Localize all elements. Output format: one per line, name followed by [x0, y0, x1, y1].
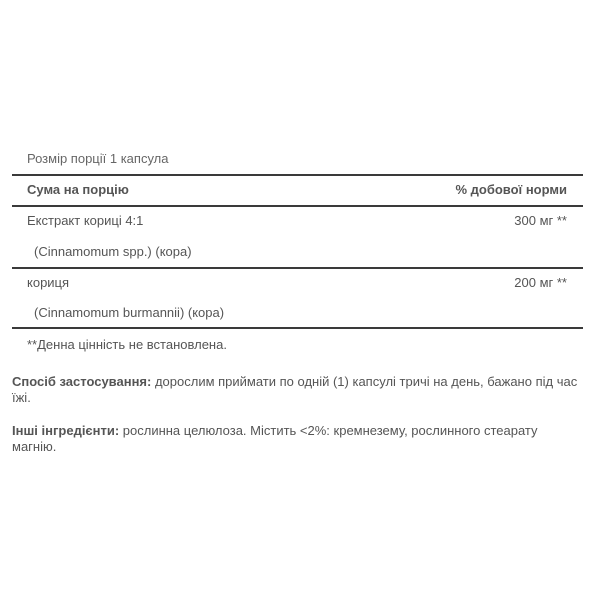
- divider: [12, 327, 583, 329]
- serving-size: Розмір порції 1 капсула: [27, 151, 169, 166]
- divider: [12, 205, 583, 207]
- divider: [12, 267, 583, 269]
- ingredient-source: (Cinnamomum burmannii) (кора): [34, 305, 225, 320]
- ingredient-source: (Cinnamomum spp.) (кора): [34, 244, 192, 259]
- header-daily-value: % добової норми: [455, 182, 567, 197]
- usage-paragraph: [12, 374, 580, 406]
- other-ingredients-paragraph: [12, 423, 580, 455]
- divider: [12, 174, 583, 176]
- usage-label: Спосіб застосування:: [12, 374, 152, 389]
- ingredient-name: кориця: [27, 275, 70, 290]
- other-ingredients-label: Інші інгредієнти:: [12, 423, 120, 438]
- daily-value-footnote: **Денна цінність не встановлена.: [27, 337, 227, 352]
- usage-text: дорослим приймати по одній (1) капсулі тричі на день, бажано під час їжі.: [12, 374, 578, 405]
- ingredient-name: Екстракт кориці 4:1: [27, 213, 144, 228]
- ingredient-amount: 200 мг **: [514, 275, 567, 290]
- ingredient-amount: 300 мг **: [514, 213, 567, 228]
- other-ingredients-text: рослинна целюлоза. Містить <2%: кремнезему, рослинного стеарату магнію.: [12, 423, 538, 454]
- header-amount-per-serving: Сума на порцію: [27, 182, 129, 197]
